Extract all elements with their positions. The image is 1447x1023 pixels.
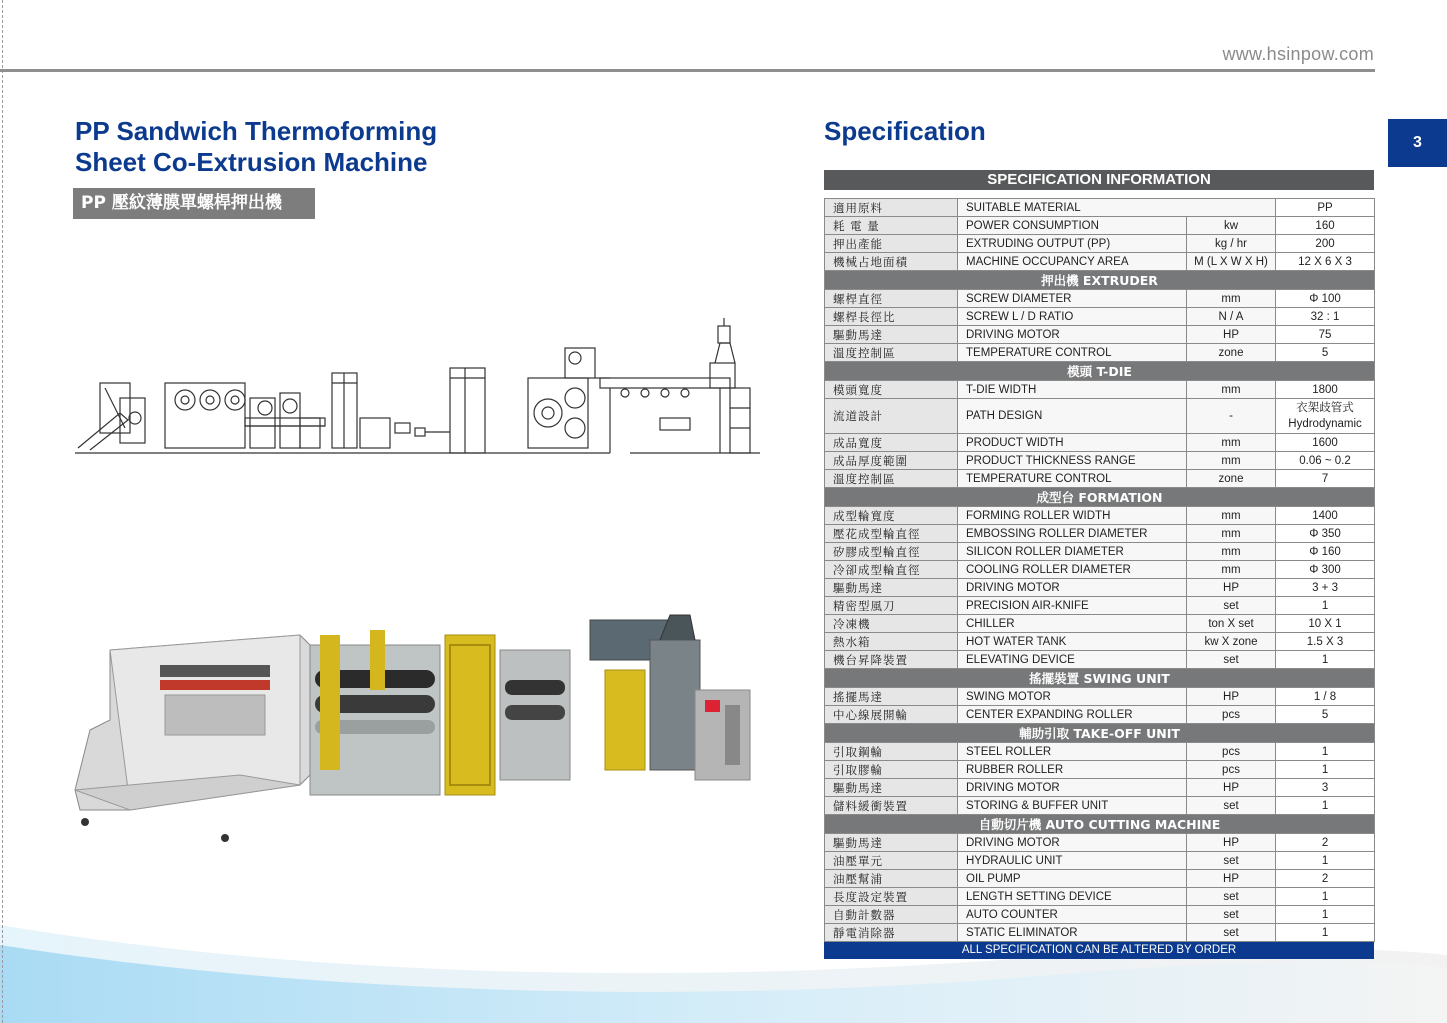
spec-table-container (824, 170, 1374, 959)
spec-section-row (825, 362, 1375, 381)
spec-unit: mm (1187, 561, 1276, 579)
spec-label-chinese: 靜電消除器 (825, 924, 958, 942)
spec-value: 1 (1276, 761, 1375, 779)
spec-section-row (825, 271, 1375, 290)
website-url[interactable]: www.hsinpow.com (1222, 44, 1374, 64)
spec-label-english: AUTO COUNTER (958, 906, 1187, 924)
spec-table-body (825, 199, 1375, 942)
spec-row (825, 470, 1375, 488)
spec-label-chinese: 機械占地面積 (825, 253, 958, 271)
spec-value-line2: Hydrodynamic (1288, 418, 1362, 430)
spec-label-chinese: 押出產能 (825, 235, 958, 253)
spec-section-row (825, 488, 1375, 507)
spec-value: 1400 (1276, 507, 1375, 525)
spec-unit: kw X zone (1187, 633, 1276, 651)
spec-label-chinese: 螺桿直徑 (825, 290, 958, 308)
spec-unit: set (1187, 924, 1276, 942)
spec-label-english: DRIVING MOTOR (958, 579, 1187, 597)
spec-unit: HP (1187, 870, 1276, 888)
spec-row (825, 761, 1375, 779)
spec-value: 75 (1276, 326, 1375, 344)
spec-label-chinese: 儲料緩衝裝置 (825, 797, 958, 815)
spec-value: 0.06 ~ 0.2 (1276, 452, 1375, 470)
spec-label-english: SILICON ROLLER DIAMETER (958, 543, 1187, 561)
spec-label-chinese: 冷卻成型輪直徑 (825, 561, 958, 579)
spec-row (825, 597, 1375, 615)
spec-value-line1: 衣架歧管式 (1296, 402, 1354, 414)
spec-row (825, 253, 1375, 271)
spec-value: 5 (1276, 706, 1375, 724)
spec-label-english: MACHINE OCCUPANCY AREA (958, 253, 1187, 271)
spec-unit: set (1187, 651, 1276, 669)
spec-value: 1 (1276, 597, 1375, 615)
spec-unit: kg / hr (1187, 235, 1276, 253)
spec-label-chinese: 驅動馬達 (825, 834, 958, 852)
spec-row (825, 235, 1375, 253)
spec-table-header: SPECIFICATION INFORMATION (824, 170, 1374, 190)
spec-section-row (825, 724, 1375, 743)
spec-row (825, 217, 1375, 235)
spec-row (825, 344, 1375, 362)
spec-row (825, 834, 1375, 852)
spec-value (1276, 399, 1375, 434)
spec-value: Φ 300 (1276, 561, 1375, 579)
fold-guide (2, 0, 3, 1023)
spec-unit: pcs (1187, 743, 1276, 761)
spec-label-chinese: 適用原料 (825, 199, 958, 217)
spec-row (825, 852, 1375, 870)
spec-row (825, 651, 1375, 669)
spec-label-english: ELEVATING DEVICE (958, 651, 1187, 669)
spec-label-chinese: 引取膠輪 (825, 761, 958, 779)
spec-label-chinese: 壓花成型輪直徑 (825, 525, 958, 543)
spec-section-row (825, 815, 1375, 834)
spec-value: 200 (1276, 235, 1375, 253)
spec-unit: HP (1187, 326, 1276, 344)
spec-label-english: PRECISION AIR-KNIFE (958, 597, 1187, 615)
spec-value: 1 / 8 (1276, 688, 1375, 706)
spec-value: 1 (1276, 888, 1375, 906)
spec-unit: N / A (1187, 308, 1276, 326)
spec-label-chinese: 流道設計 (825, 399, 958, 434)
spec-label-english: COOLING ROLLER DIAMETER (958, 561, 1187, 579)
spec-value: PP (1276, 199, 1375, 217)
spec-label-chinese: 矽膠成型輪直徑 (825, 543, 958, 561)
spec-value: 1 (1276, 797, 1375, 815)
spec-value: 1 (1276, 743, 1375, 761)
spec-value: 1 (1276, 651, 1375, 669)
spec-unit: HP (1187, 834, 1276, 852)
spec-row (825, 615, 1375, 633)
spec-unit: pcs (1187, 706, 1276, 724)
spec-row (825, 779, 1375, 797)
spec-label-chinese: 油壓單元 (825, 852, 958, 870)
spec-unit: HP (1187, 688, 1276, 706)
spec-unit: HP (1187, 579, 1276, 597)
spec-unit: mm (1187, 290, 1276, 308)
spec-label-english: CENTER EXPANDING ROLLER (958, 706, 1187, 724)
spec-section-title: 成型台 FORMATION (825, 488, 1375, 507)
machine-title-chinese: PP 壓紋薄膜單螺桿押出機 (73, 188, 315, 219)
spec-row (825, 906, 1375, 924)
spec-label-english: PATH DESIGN (958, 399, 1187, 434)
spec-row (825, 308, 1375, 326)
spec-value: 1 (1276, 924, 1375, 942)
spec-section-title: 自動切片機 AUTO CUTTING MACHINE (825, 815, 1375, 834)
spec-label-english: DRIVING MOTOR (958, 834, 1187, 852)
spec-label-chinese: 自動計數器 (825, 906, 958, 924)
spec-unit: ton X set (1187, 615, 1276, 633)
spec-value: 1800 (1276, 381, 1375, 399)
spec-label-chinese: 溫度控制區 (825, 344, 958, 362)
spec-value: Φ 160 (1276, 543, 1375, 561)
spec-row (825, 579, 1375, 597)
spec-label-english: FORMING ROLLER WIDTH (958, 507, 1187, 525)
spec-row (825, 452, 1375, 470)
spec-row (825, 743, 1375, 761)
spec-label-chinese: 精密型風刀 (825, 597, 958, 615)
spec-section-row (825, 669, 1375, 688)
spec-section-title: 押出機 EXTRUDER (825, 271, 1375, 290)
spec-row (825, 525, 1375, 543)
spec-value: 32 : 1 (1276, 308, 1375, 326)
machine-title-line1: PP Sandwich Thermoforming (75, 116, 438, 146)
spec-section-title: 模頭 T-DIE (825, 362, 1375, 381)
spec-label-chinese: 驅動馬達 (825, 779, 958, 797)
spec-label-english: SUITABLE MATERIAL (958, 199, 1276, 217)
spec-label-english: LENGTH SETTING DEVICE (958, 888, 1187, 906)
spec-label-chinese: 成品厚度範圍 (825, 452, 958, 470)
machine-title (75, 116, 437, 178)
spec-value: 12 X 6 X 3 (1276, 253, 1375, 271)
spec-unit: - (1187, 399, 1276, 434)
spec-value: 1600 (1276, 434, 1375, 452)
spec-label-english: POWER CONSUMPTION (958, 217, 1187, 235)
spec-label-english: EMBOSSING ROLLER DIAMETER (958, 525, 1187, 543)
spec-label-chinese: 溫度控制區 (825, 470, 958, 488)
header-rule (0, 69, 1375, 72)
spec-label-english: PRODUCT WIDTH (958, 434, 1187, 452)
spec-unit: set (1187, 906, 1276, 924)
spec-unit: mm (1187, 507, 1276, 525)
spec-label-chinese: 長度設定裝置 (825, 888, 958, 906)
spec-unit: set (1187, 797, 1276, 815)
spec-label-english: PRODUCT THICKNESS RANGE (958, 452, 1187, 470)
spec-label-english: DRIVING MOTOR (958, 326, 1187, 344)
spec-row (825, 924, 1375, 942)
spec-label-chinese: 熱水箱 (825, 633, 958, 651)
spec-label-chinese: 驅動馬達 (825, 579, 958, 597)
page-number: 3 (1388, 119, 1447, 167)
spec-label-chinese: 成型輪寬度 (825, 507, 958, 525)
spec-section-title: 搖擺裝置 SWING UNIT (825, 669, 1375, 688)
spec-value: 1 (1276, 852, 1375, 870)
spec-section-title: 輔助引取 TAKE-OFF UNIT (825, 724, 1375, 743)
spec-label-english: HOT WATER TANK (958, 633, 1187, 651)
spec-value: 10 X 1 (1276, 615, 1375, 633)
machine-title-line2: Sheet Co-Extrusion Machine (75, 147, 428, 177)
spec-row (825, 290, 1375, 308)
spec-label-chinese: 中心線展開輪 (825, 706, 958, 724)
spec-row (825, 870, 1375, 888)
spec-label-english: OIL PUMP (958, 870, 1187, 888)
spec-unit: set (1187, 852, 1276, 870)
spec-value: 3 (1276, 779, 1375, 797)
spec-label-english: TEMPERATURE CONTROL (958, 470, 1187, 488)
spec-label-english: T-DIE WIDTH (958, 381, 1187, 399)
spec-row (825, 888, 1375, 906)
spec-value: Φ 350 (1276, 525, 1375, 543)
spec-label-english: SWING MOTOR (958, 688, 1187, 706)
spec-label-english: DRIVING MOTOR (958, 779, 1187, 797)
spec-row (825, 199, 1375, 217)
spec-unit: set (1187, 888, 1276, 906)
spec-unit: set (1187, 597, 1276, 615)
spec-value: 7 (1276, 470, 1375, 488)
spec-row (825, 561, 1375, 579)
spec-label-english: TEMPERATURE CONTROL (958, 344, 1187, 362)
spec-unit: mm (1187, 525, 1276, 543)
spec-row (825, 326, 1375, 344)
spec-value: 1 (1276, 906, 1375, 924)
spec-unit: mm (1187, 381, 1276, 399)
spec-row (825, 633, 1375, 651)
spec-row (825, 381, 1375, 399)
spec-label-chinese: 模頭寬度 (825, 381, 958, 399)
spec-unit: mm (1187, 452, 1276, 470)
spec-label-chinese: 驅動馬達 (825, 326, 958, 344)
spec-row (825, 706, 1375, 724)
spec-row (825, 399, 1375, 434)
spec-row (825, 507, 1375, 525)
spec-label-english: CHILLER (958, 615, 1187, 633)
spec-label-chinese: 搖擺馬達 (825, 688, 958, 706)
spec-table (824, 198, 1375, 942)
spec-row (825, 688, 1375, 706)
spec-value: 1.5 X 3 (1276, 633, 1375, 651)
spec-value: 3 + 3 (1276, 579, 1375, 597)
spec-unit: M (L X W X H) (1187, 253, 1276, 271)
spec-unit: zone (1187, 470, 1276, 488)
spec-label-chinese: 耗 電 量 (825, 217, 958, 235)
spec-row (825, 797, 1375, 815)
spec-row (825, 434, 1375, 452)
spec-value: 2 (1276, 834, 1375, 852)
spec-label-english: STATIC ELIMINATOR (958, 924, 1187, 942)
spec-label-chinese: 引取鋼輪 (825, 743, 958, 761)
spec-unit: HP (1187, 779, 1276, 797)
spec-label-english: EXTRUDING OUTPUT (PP) (958, 235, 1187, 253)
spec-label-chinese: 冷凍機 (825, 615, 958, 633)
spec-label-english: SCREW DIAMETER (958, 290, 1187, 308)
spec-label-chinese: 成品寬度 (825, 434, 958, 452)
spec-value: Φ 100 (1276, 290, 1375, 308)
spec-label-english: STEEL ROLLER (958, 743, 1187, 761)
machine-photo (70, 610, 770, 845)
spec-unit: mm (1187, 434, 1276, 452)
spec-value: 5 (1276, 344, 1375, 362)
spec-unit: mm (1187, 543, 1276, 561)
specification-heading: Specification (824, 116, 986, 146)
spec-label-english: STORING & BUFFER UNIT (958, 797, 1187, 815)
spec-label-english: RUBBER ROLLER (958, 761, 1187, 779)
spec-table-footer: ALL SPECIFICATION CAN BE ALTERED BY ORDER (824, 942, 1374, 959)
spec-label-chinese: 油壓幫浦 (825, 870, 958, 888)
spec-label-english: SCREW L / D RATIO (958, 308, 1187, 326)
spec-unit: zone (1187, 344, 1276, 362)
machine-line-drawing (70, 318, 770, 458)
spec-label-chinese: 螺桿長徑比 (825, 308, 958, 326)
spec-unit: pcs (1187, 761, 1276, 779)
spec-unit: kw (1187, 217, 1276, 235)
spec-value: 160 (1276, 217, 1375, 235)
spec-value: 2 (1276, 870, 1375, 888)
spec-row (825, 543, 1375, 561)
spec-label-english: HYDRAULIC UNIT (958, 852, 1187, 870)
spec-label-chinese: 機台昇降裝置 (825, 651, 958, 669)
